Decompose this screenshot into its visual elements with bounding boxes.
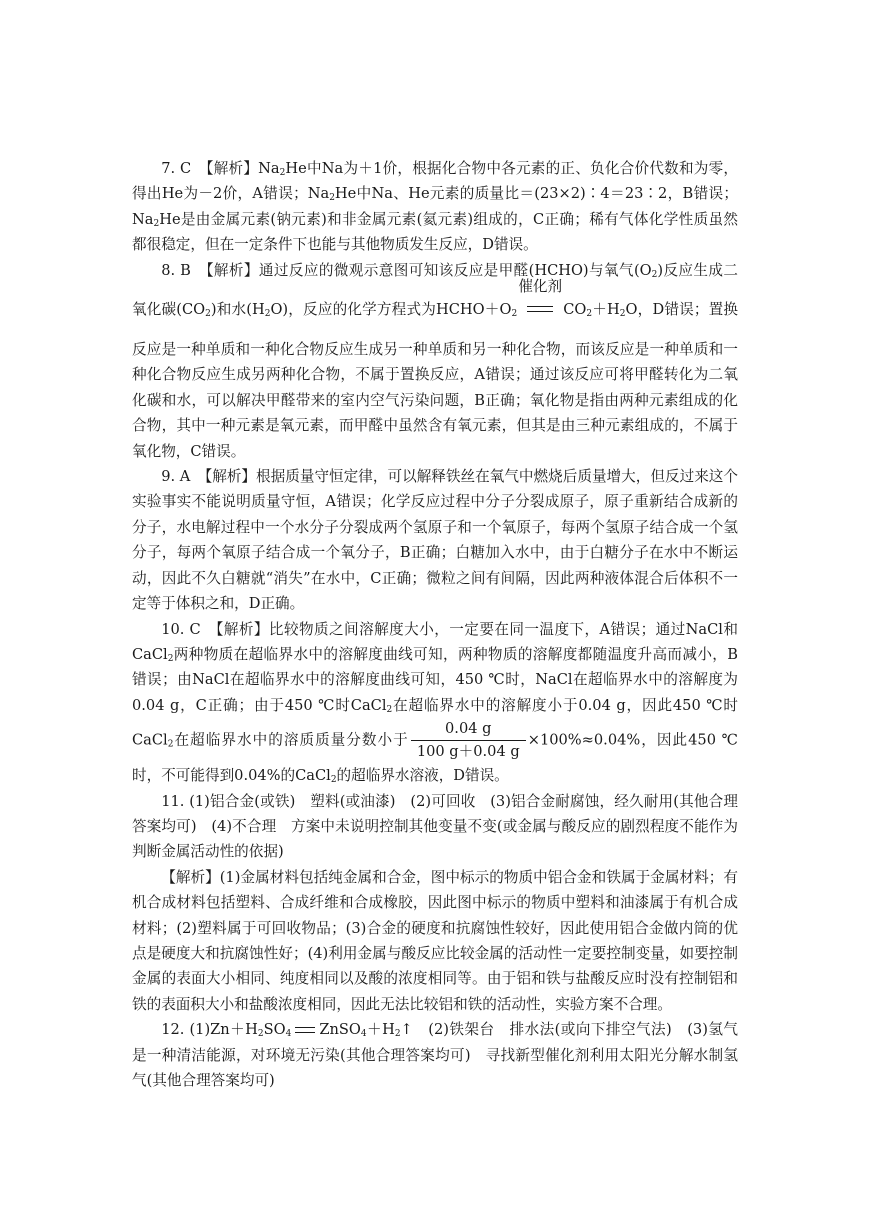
analysis-q11: 【解析】(1)金属材料包括纯金属和合金，图中标示的物质中铝合金和铁属于金属材料；有机合成材料包括塑料、合成纤维和合成橡胶，因此图中标示的物质中塑料和油漆属于有机合成材料；(2)塑料属于可回收物品；(3)合金的硬度和抗腐蚀性较好，因此使用铝合金做内筒的优点是硬度大和抗腐蚀性好；(4)利用金属与酸反应比较金属的活动性一定要控制变量，如要控制金属的表面大小相同、纯度相同以及酸的浓度相同等。由于铝和铁与盐酸反应时没有控制铝和铁的表面积大小和盐酸浓度相同，因此无法比较铝和铁的活动性，实验方案不合理。 [132, 868, 738, 1013]
answer-q10: 10. C 【解析】比较物质之间溶解度大小，一定要在同一温度下，A错误；通过NaCl和CaCl$_2$两种物质在超临界水中的溶解度曲线可知，两种物质的溶解度都随温度升高而减小，B错误；由NaCl在超临界水中的溶解度曲线可知，450 ℃时，NaCl在超临界水中的溶解度为0.04 g，C正确；由于450 ℃时CaCl$_2$在超临界水中的溶解度小于0.04 g，因此450 ℃时CaCl$_2$在超临界水中的溶质质量分数小于 $\frac{0.04 g}{100 g+0.04 g}$ ×100%≈0.04%，因此450 ℃时，不可能得到0.04%的CaCl$_2$的超临界水溶液，D错误。 [132, 620, 738, 786]
answer-q11: 11. (1)铝合金(或铁) 塑料(或油漆) (2)可回收 (3)铝合金耐腐蚀，经久耐用(其他合理答案均可) (4)不合理 方案中未说明控制其他变量不变(或金属与酸反应的剧烈程度不能作为判断金属活动性的依据) [132, 792, 738, 861]
fraction-denominator: 100 g＋0.04 g [416, 743, 520, 761]
mass-fraction [411, 718, 526, 763]
answer-q7: 7. C 【解析】$Na_2He$中Na为＋1价，根据化合物中各元素的正、负化合价代数和为零，得出He为－2价，A错误；$Na_2He$中Na、He元素的质量比＝(23×2)∶4＝23∶2，B错误；$Na_2He$是由金属元素(钠元素)和非金属元素(氦元素)组成的，C正确；稀有气体化学性质虽然都很稳定，但在一定条件下也能与其他物质发生反应，D错误。 [132, 160, 738, 254]
fraction-numerator: 0.04 g [411, 718, 526, 741]
answer-q9: 9. A 【解析】根据质量守恒定律，可以解释铁丝在氧气中燃烧后质量增大，但反过来这个实验事实不能说明质量守恒，A错误；化学反应过程中分子分裂成原子，原子重新结合成新的分子，水电解过程中一个水分子分裂成两个氢原子和一个氧原子，每两个氢原子结合成一个氢分子，每两个氧原子结合成一个氧分子，B正确；白糖加入水中，由于白糖分子在水中不断运动，因此不久白糖就“消失”在水中，C正确；微粒之间有间隔，因此两种液体混合后体积不一定等于体积之和，D正确。 [132, 468, 738, 613]
reaction-equals-sign [295, 1027, 315, 1033]
answer-q8: 8. B 【解析】通过反应的微观示意图可知该反应是甲醛(HCHO)与氧气$(O_2)$反应生成二氧化碳$(CO_2)$和水$(H_2O)$，反应的化学方程式为$HCHO+O_2$ 催化剂 $CO_2+H_2O$，D错误；置换反应是一种单质和一种化合物反应生成另一种单质和另一种化合物，而该反应是一种单质和一种化合物反应生成另两种化合物，不属于置换反应，A错误；通过该反应可将甲醛转化为二氧化碳和水，可以解决甲醛带来的室内空气污染问题，B正确；氧化物是指由两种元素组成的化合物，其中一种元素是氧元素，而甲醛中虽然含有氧元素，但其是由三种元素组成的，不属于氧化物，C错误。 [132, 261, 738, 460]
reaction-equals-sign [527, 306, 553, 312]
answer-page [132, 156, 738, 1093]
catalyst-label: 催化剂 [518, 278, 563, 296]
answer-q12: 12. $(1)Zn+H_2SO_4$ $ZnSO_4+H_2↑$ (2)铁架台 排水法(或向下排空气法) (3)氢气是一种清洁能源，对环境无污染(其他合理答案均可) 寻找新型催化剂利用太阳光分解水制氢气(其他合理答案均可) [132, 1021, 738, 1089]
catalyst-condition [517, 278, 563, 317]
